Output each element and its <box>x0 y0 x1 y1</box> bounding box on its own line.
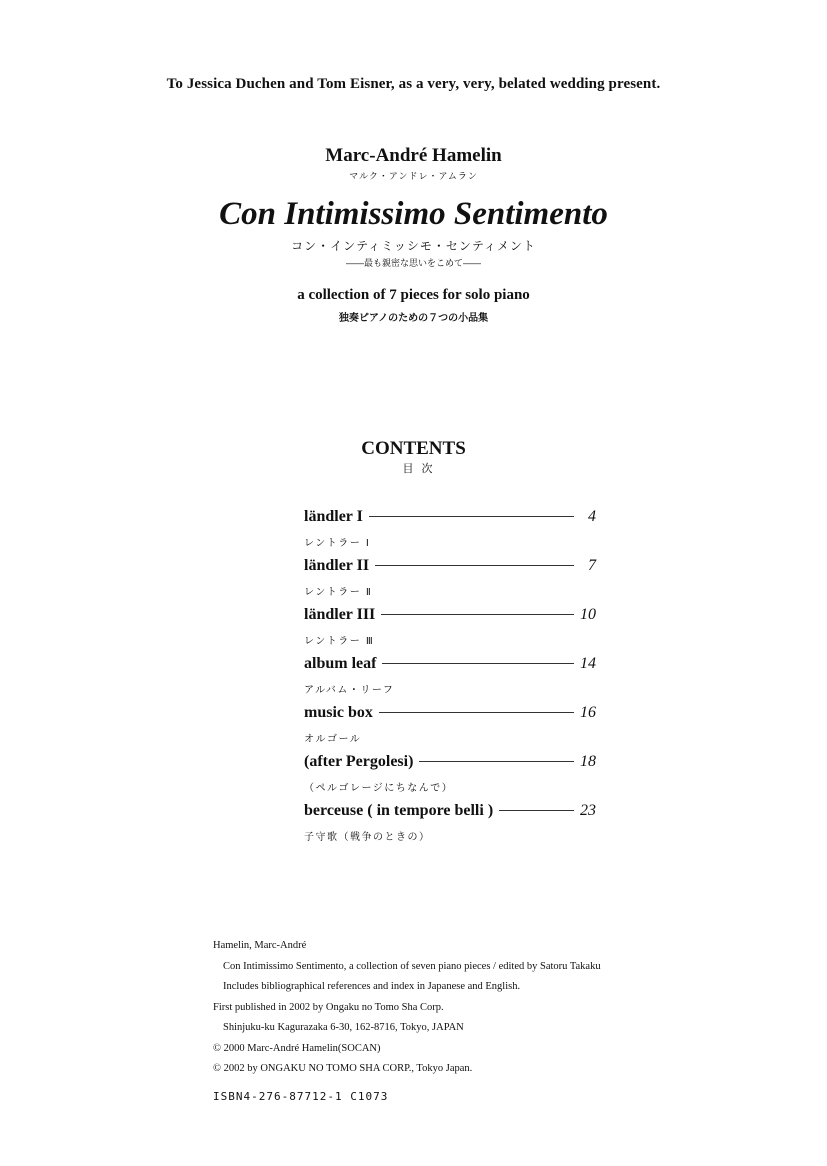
toc-entry[interactable] <box>304 557 596 606</box>
toc-entry-title-jp: 子守歌（戦争のときの） <box>304 832 431 843</box>
toc-entry[interactable] <box>304 508 596 557</box>
imprint-line: Includes bibliographical references and index in Japanese and English. <box>223 981 521 992</box>
collection-description-jp: 独奏ピアノのための７つの小品集 <box>338 313 489 324</box>
toc-leader-line <box>382 663 574 664</box>
toc-entry-page: 4 <box>588 508 596 525</box>
toc-entry[interactable] <box>304 802 596 851</box>
toc-entry-title-jp: （ペルゴレージにちなんで） <box>304 783 454 794</box>
toc-entry[interactable] <box>304 655 596 704</box>
toc-entry-page: 23 <box>580 802 596 819</box>
toc-entry-title: berceuse ( in tempore belli ) <box>304 802 494 819</box>
contents-heading: CONTENTS <box>361 438 466 459</box>
page-title-jp: コン・インティミッシモ・センティメント <box>291 239 536 253</box>
toc-leader-line <box>419 761 574 762</box>
page-title: Con Intimissimo Sentimento <box>219 196 608 232</box>
toc-leader-line <box>499 810 574 811</box>
toc-entry-title: ländler I <box>304 508 363 525</box>
toc-entry-title: ländler II <box>304 557 370 574</box>
toc-entry-title: album leaf <box>304 655 377 672</box>
toc-entry[interactable] <box>304 606 596 655</box>
toc-entry-page: 18 <box>580 753 596 770</box>
author-name: Marc-André Hamelin <box>325 145 502 166</box>
imprint-line: Con Intimissimo Sentimento, a collection of seven piano pieces / edited by Satoru Takaku <box>223 960 601 972</box>
toc-entry-page: 10 <box>580 606 596 623</box>
toc-entry-page: 7 <box>588 557 596 574</box>
contents-heading-jp: 目次 <box>402 462 441 475</box>
table-of-contents <box>304 508 596 851</box>
toc-leader-line <box>381 614 574 615</box>
collection-description: a collection of 7 pieces for solo piano <box>297 287 530 303</box>
isbn-code: ISBN4-276-87712-1 C1073 <box>213 1090 389 1103</box>
toc-entry-title-jp: レントラー Ⅱ <box>304 587 373 598</box>
imprint-line: Shinjuku-ku Kagurazaka 6-30, 162-8716, Tokyo, JAPAN <box>223 1022 464 1033</box>
imprint-line: © 2002 by ONGAKU NO TOMO SHA CORP., Tokyo Japan. <box>213 1063 473 1074</box>
toc-leader-line <box>369 516 574 517</box>
toc-entry-title-jp: アルバム・リーフ <box>304 685 395 696</box>
toc-entry-page: 14 <box>580 655 596 672</box>
subtitle-jp: ――最も親密な思いをこめて―― <box>345 259 481 269</box>
toc-entry-title-jp: オルゴール <box>304 734 362 745</box>
imprint-block <box>213 936 601 1080</box>
toc-leader-line <box>379 712 574 713</box>
toc-entry-title: (after Pergolesi) <box>304 753 414 770</box>
toc-entry-page: 16 <box>580 704 596 721</box>
dedication: To Jessica Duchen and Tom Eisner, as a very, very, belated wedding present. <box>166 76 661 92</box>
toc-entry[interactable] <box>304 704 596 753</box>
toc-entry[interactable] <box>304 753 596 802</box>
toc-entry-title-jp: レントラー Ⅲ <box>304 636 375 647</box>
toc-leader-line <box>375 565 574 566</box>
toc-entry-title: ländler III <box>304 606 376 623</box>
author-name-jp: マルク・アンドレ・アムラン <box>349 172 478 182</box>
imprint-line: First published in 2002 by Ongaku no Tomo Sha Corp. <box>213 1001 444 1013</box>
toc-entry-title: music box <box>304 704 373 721</box>
toc-entry-title-jp: レントラー Ⅰ <box>304 538 371 549</box>
imprint-line: © 2000 Marc-André Hamelin(SOCAN) <box>213 1042 381 1054</box>
imprint-line: Hamelin, Marc-André <box>213 940 307 951</box>
